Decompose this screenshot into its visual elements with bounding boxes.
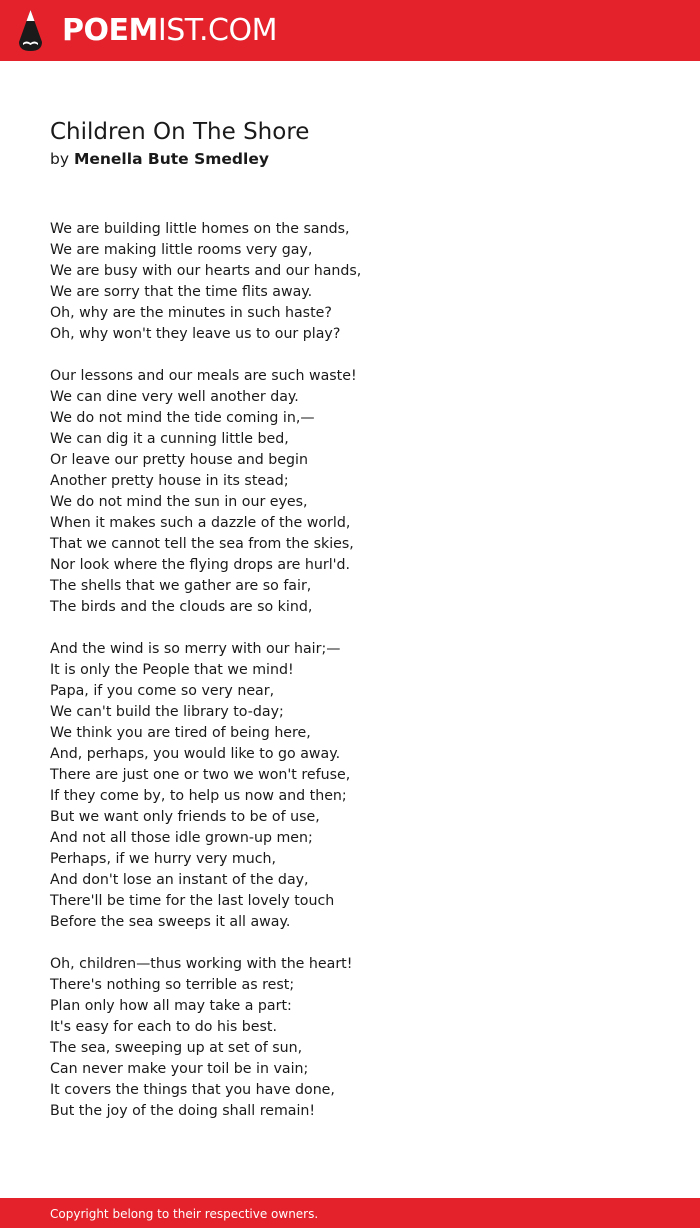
logo-text-bold: POEM bbox=[62, 13, 158, 48]
poem-line: When it makes such a dazzle of the world, bbox=[50, 515, 351, 531]
poem-stanza bbox=[50, 366, 670, 618]
poem-line: Or leave our pretty house and begin bbox=[50, 452, 308, 468]
poem-line: Can never make your toil be in vain; bbox=[50, 1061, 309, 1077]
poem-line: The sea, sweeping up at set of sun, bbox=[50, 1040, 303, 1056]
poem-line: And the wind is so merry with our hair;— bbox=[50, 641, 341, 657]
poem-line: It's easy for each to do his best. bbox=[50, 1019, 277, 1035]
poem-body bbox=[50, 219, 670, 1143]
poem-title: Children On The Shore bbox=[50, 119, 310, 145]
poem-line: Before the sea sweeps it all away. bbox=[50, 914, 291, 930]
poem-line: We can dig it a cunning little bed, bbox=[50, 431, 289, 447]
poem-line: We can dine very well another day. bbox=[50, 389, 299, 405]
poem-stanza bbox=[50, 219, 670, 345]
poem-line: Plan only how all may take a part: bbox=[50, 998, 292, 1014]
poem-line: That we cannot tell the sea from the skies, bbox=[50, 536, 354, 552]
poem-stanza bbox=[50, 954, 670, 1122]
poem-line: We are sorry that the time flits away. bbox=[50, 284, 313, 300]
poem-line: The birds and the clouds are so kind, bbox=[50, 599, 313, 615]
copyright-text: Copyright belong to their respective owners. bbox=[50, 1207, 319, 1221]
poem-line: We do not mind the sun in our eyes, bbox=[50, 494, 308, 510]
poem-line: We are busy with our hearts and our hands, bbox=[50, 263, 362, 279]
poem-line: We do not mind the tide coming in,— bbox=[50, 410, 315, 426]
poem-line: Nor look where the flying drops are hurl'd. bbox=[50, 557, 351, 573]
poem-line: If they come by, to help us now and then; bbox=[50, 788, 347, 804]
poem-line: There are just one or two we won't refuse, bbox=[50, 767, 351, 783]
poem-line: There's nothing so terrible as rest; bbox=[50, 977, 295, 993]
poem-line: We think you are tired of being here, bbox=[50, 725, 311, 741]
poem-line: And, perhaps, you would like to go away. bbox=[50, 746, 341, 762]
site-logo-text[interactable] bbox=[62, 11, 277, 51]
poem-line: And don't lose an instant of the day, bbox=[50, 872, 309, 888]
poem-line: Oh, why are the minutes in such haste? bbox=[50, 305, 332, 321]
poem-line: Papa, if you come so very near, bbox=[50, 683, 275, 699]
poem-author: Menella Bute Smedley bbox=[73, 150, 269, 168]
logo-text-light: IST.COM bbox=[157, 13, 277, 48]
poem-line: But the joy of the doing shall remain! bbox=[50, 1103, 316, 1119]
poem-line: The shells that we gather are so fair, bbox=[50, 578, 312, 594]
site-header bbox=[0, 0, 700, 61]
poem-line: Perhaps, if we hurry very much, bbox=[50, 851, 277, 867]
poem-line: Oh, why won't they leave us to our play? bbox=[50, 326, 341, 342]
poem-line: Oh, children—thus working with the heart! bbox=[50, 956, 353, 972]
poem-line: It covers the things that you have done, bbox=[50, 1082, 335, 1098]
poem-line: But we want only friends to be of use, bbox=[50, 809, 320, 825]
poem-stanza bbox=[50, 639, 670, 933]
poem-line: We are building little homes on the sands, bbox=[50, 221, 350, 237]
poem-line: There'll be time for the last lovely touch bbox=[50, 893, 335, 909]
byline-prefix: by bbox=[50, 150, 70, 168]
poem-line: It is only the People that we mind! bbox=[50, 662, 294, 678]
pencil-logo-icon[interactable] bbox=[17, 9, 44, 52]
poem-line: We can't build the library to-day; bbox=[50, 704, 284, 720]
site-footer bbox=[0, 1198, 700, 1228]
poem-line: And not all those idle grown-up men; bbox=[50, 830, 313, 846]
poem-line: Another pretty house in its stead; bbox=[50, 473, 289, 489]
poem-line: Our lessons and our meals are such waste! bbox=[50, 368, 357, 384]
poem-byline bbox=[50, 149, 269, 169]
poem-line: We are making little rooms very gay, bbox=[50, 242, 313, 258]
